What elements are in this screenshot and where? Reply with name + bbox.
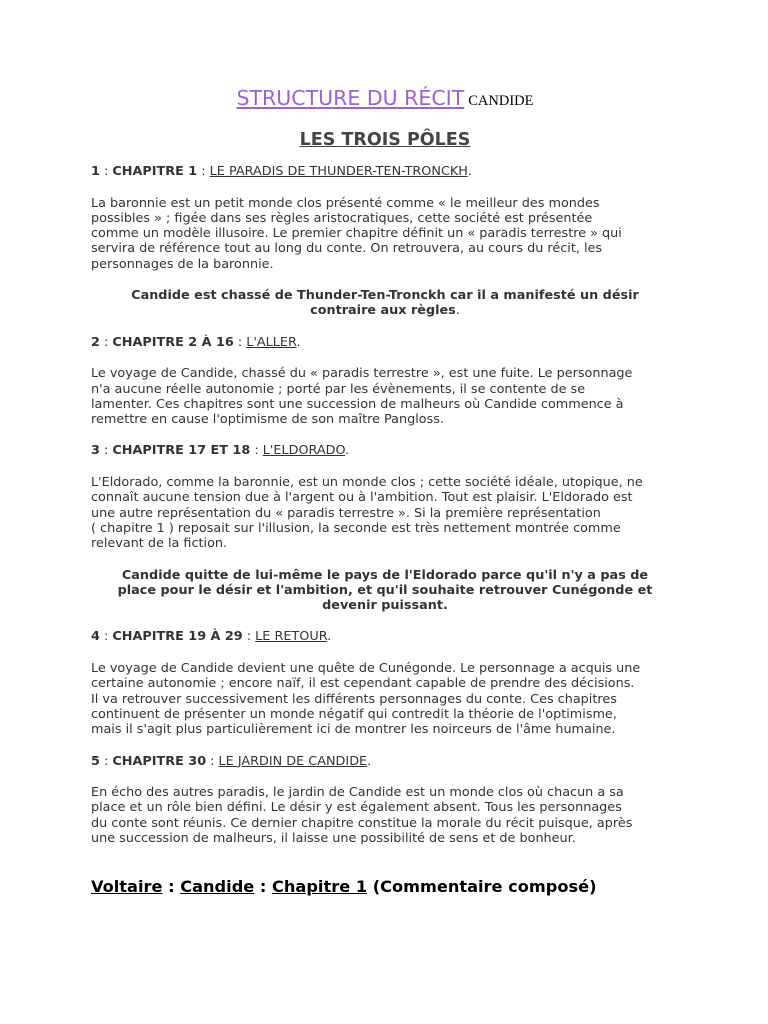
- emphasis-line: [91, 303, 679, 318]
- paragraph-line: Le voyage de Candide devient une quête de Cunégonde. Le personnage a acquis une: [91, 661, 641, 677]
- chapter-label: CHAPITRE 19 À 29: [112, 629, 243, 645]
- section-heading: LES TROIS PÔLES: [299, 130, 471, 150]
- chapter-number: 4: [91, 629, 100, 645]
- emphasis-line: place pour le désir et l'ambition, et qu'il souhaite retrouver Cunégonde et: [117, 582, 653, 598]
- paragraph-line: La baronnie est un petit monde clos présenté comme « le meilleur des mondes: [91, 195, 600, 211]
- paragraph-line: relevant de la fiction.: [91, 536, 228, 552]
- commentary-heading: [91, 876, 679, 898]
- paragraph-line: du conte sont réunis. Ce dernier chapitre constitue la morale du récit puisque, après: [91, 815, 633, 831]
- paragraph-line: lamenter. Ces chapitres sont une succession de malheurs où Candide commence à: [91, 396, 624, 412]
- paragraph-3: [91, 475, 679, 551]
- separator: :: [254, 877, 273, 897]
- chapter-label: CHAPITRE 2 À 16: [112, 334, 234, 350]
- separator: :: [250, 443, 263, 459]
- emphasis-text: contraire aux règles: [310, 303, 456, 319]
- chapter-heading-4: [91, 629, 679, 645]
- chapter-link[interactable]: Chapitre 1: [272, 877, 368, 897]
- document-page: [91, 84, 679, 898]
- paragraph-line: servira de référence tout au long du conte. On retrouvera, au cours du récit, les: [91, 241, 603, 257]
- separator: :: [99, 629, 113, 645]
- paragraph-line: Le voyage de Candide, chassé du « paradis terrestre », est une fuite. Le personnage: [91, 366, 633, 382]
- punctuation: .: [327, 629, 332, 645]
- paragraph-1: [91, 196, 679, 272]
- paragraph-line: possibles » ; figée dans ses règles aristocratiques, cette société est présentée: [91, 210, 593, 226]
- paragraph-line: ( chapitre 1 ) reposait sur l'illusion, la seconde est très nettement montrée comme: [91, 520, 621, 536]
- chapter-number: 5: [91, 753, 100, 769]
- paragraph-line: place et un rôle bien défini. Le désir y est également absent. Tous les personnages: [91, 800, 622, 816]
- chapter-heading-2: [91, 335, 679, 351]
- punctuation: .: [367, 753, 372, 769]
- emphasis-paragraph-1: [91, 288, 679, 319]
- paragraph-line: continuent de présenter un monde négatif qui contredit la théorie de l'optimisme,: [91, 706, 617, 722]
- chapter-heading-1: [91, 164, 679, 180]
- paragraph-line: certaine autonomie ; encore naïf, il est cependant capable de prendre des décisions.: [91, 676, 635, 692]
- punctuation: .: [455, 303, 460, 319]
- paragraph-line: Il va retrouver successivement les différents personnages du conte. Ces chapitres: [91, 691, 617, 707]
- punctuation: .: [345, 443, 350, 459]
- paragraph-line: En écho des autres paradis, le jardin de Candide est un monde clos où chacun a sa: [91, 785, 624, 801]
- paragraph-line: remettre en cause l'optimisme de son maître Pangloss.: [91, 412, 445, 428]
- separator: :: [242, 629, 256, 645]
- paragraph-line: mais il s'agit plus particulièrement ici de montrer les noirceurs de l'âme humaine.: [91, 722, 616, 738]
- emphasis-line: Candide quitte de lui-même le pays de l'Eldorado parce qu'il n'y a pas de: [121, 567, 649, 583]
- paragraph-line: n'a aucune réelle autonomie ; porté par les évènements, il se contente de se: [91, 381, 586, 397]
- separator: :: [162, 877, 181, 897]
- chapter-link[interactable]: LE JARDIN DE CANDIDE: [218, 753, 368, 769]
- emphasis-line: devenir puissant.: [322, 598, 448, 614]
- author-link[interactable]: Voltaire: [91, 877, 163, 897]
- chapter-link[interactable]: L'ALLER: [246, 334, 297, 350]
- paragraph-line: comme un modèle illusoire. Le premier chapitre définit un « paradis terrestre » qui: [91, 226, 622, 242]
- separator: :: [206, 753, 219, 769]
- separator: :: [99, 443, 113, 459]
- paragraph-line: personnages de la baronnie.: [91, 256, 274, 272]
- chapter-link[interactable]: LE PARADIS DE THUNDER-TEN-TRONCKH: [209, 164, 468, 179]
- punctuation: .: [467, 164, 472, 179]
- chapter-label: CHAPITRE 30: [112, 753, 207, 769]
- document-title: [91, 84, 679, 115]
- separator: :: [99, 334, 113, 350]
- chapter-link[interactable]: LE RETOUR: [255, 629, 328, 645]
- separator: :: [197, 164, 210, 179]
- emphasis-line: Candide est chassé de Thunder-Ten-Tronckh car il a manifesté un désir: [131, 288, 639, 304]
- paragraph-2: [91, 366, 679, 427]
- emphasis-paragraph-2: [91, 568, 679, 614]
- paragraph-line: L'Eldorado, comme la baronnie, est un monde clos ; cette société idéale, utopique, ne: [91, 475, 643, 491]
- separator: :: [99, 753, 113, 769]
- paragraph-line: connaît aucune tension due à l'argent ou à l'ambition. Tout est plaisir. L'Eldorado est: [91, 490, 633, 506]
- chapter-number: 1: [91, 164, 100, 179]
- punctuation: .: [296, 334, 301, 350]
- heading-rest: (Commentaire composé): [367, 877, 597, 897]
- paragraph-line: une succession de malheurs, il laisse une possibilité de sens et de bonheur.: [91, 830, 576, 846]
- chapter-number: 3: [91, 443, 100, 459]
- chapter-label: CHAPITRE 17 ET 18: [112, 443, 251, 459]
- chapter-label: CHAPITRE 1: [112, 164, 198, 179]
- chapter-heading-5: [91, 754, 679, 770]
- paragraph-4: [91, 661, 679, 737]
- title-subtitle: CANDIDE: [468, 93, 534, 109]
- title-link[interactable]: STRUCTURE DU RÉCIT: [236, 86, 465, 110]
- paragraph-line: une autre représentation du « paradis terrestre ». Si la première représentation: [91, 505, 601, 521]
- separator: :: [233, 334, 247, 350]
- separator: :: [99, 164, 113, 179]
- chapter-number: 2: [91, 334, 100, 350]
- paragraph-5: [91, 785, 679, 846]
- work-link[interactable]: Candide: [180, 877, 255, 897]
- chapter-link[interactable]: L'ELDORADO: [262, 443, 346, 459]
- chapter-heading-3: [91, 443, 679, 459]
